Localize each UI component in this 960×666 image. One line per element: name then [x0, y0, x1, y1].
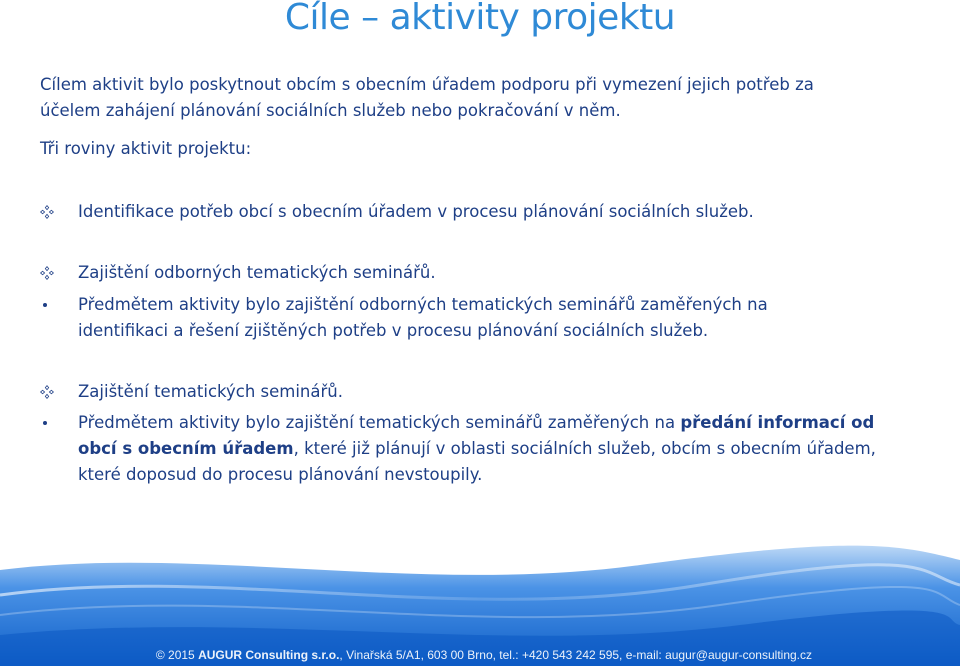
slide-title: Cíle – aktivity projektu: [284, 0, 676, 38]
detail-tematicke-bold-1: předání informací od: [680, 413, 875, 432]
detail-tematicke-line-1: [78, 410, 888, 436]
footer-company: AUGUR Consulting s.r.o.: [198, 648, 340, 662]
roviny-label: Tři roviny aktivit projektu:: [40, 139, 252, 158]
intro-line-2: účelem zahájení plánování sociálních služeb nebo pokračování v něm.: [40, 101, 621, 120]
intro-line-1: Cílem aktivit bylo poskytnout obcím s obecním úřadem podporu při vymezení jejich potřeb za: [40, 75, 814, 94]
footer-contact: , Vinařská 5/A1, 603 00 Brno, tel.: +420 543 242 595, e-mail: augur@augur-consulting.cz: [339, 648, 812, 662]
detail-tematicke-part-2: , které již plánují v oblasti sociálních služeb, obcím s obecním úřadem,: [293, 439, 876, 458]
detail-odborne-line-1: Předmětem aktivity bylo zajištění odborných tematických seminářů zaměřených na: [78, 295, 768, 314]
bullet-odborne-seminare-text: Zajištění odborných tematických seminářů.: [78, 263, 436, 282]
detail-tematicke-line-2: [78, 436, 888, 462]
diamond-flower-icon: [40, 266, 54, 280]
diamond-flower-icon: [40, 385, 54, 399]
footer-wave-decoration: [0, 525, 960, 666]
footer-info: [0, 648, 960, 662]
detail-odborne-line-2: identifikaci a řešení zjištěných potřeb v procesu plánování sociálních služeb.: [78, 321, 709, 340]
bullet-identifikace-text: Identifikace potřeb obcí s obecním úřadem v procesu plánování sociálních služeb.: [78, 202, 754, 221]
diamond-flower-icon: [40, 205, 54, 219]
detail-tematicke-line-3: které doposud do procesu plánování nevstoupily.: [78, 465, 483, 484]
detail-tematicke-part-1: Předmětem aktivity bylo zajištění tematických seminářů zaměřených na: [78, 413, 681, 432]
detail-tematicke-bold-2: obcí s obecním úřadem: [78, 439, 294, 458]
bullet-tematicke-seminare-text: Zajištění tematických seminářů.: [78, 382, 343, 401]
dot-icon: [43, 421, 47, 425]
footer-copyright: © 2015: [155, 648, 199, 662]
dot-icon: [43, 303, 47, 307]
intro-paragraph: [40, 72, 890, 124]
